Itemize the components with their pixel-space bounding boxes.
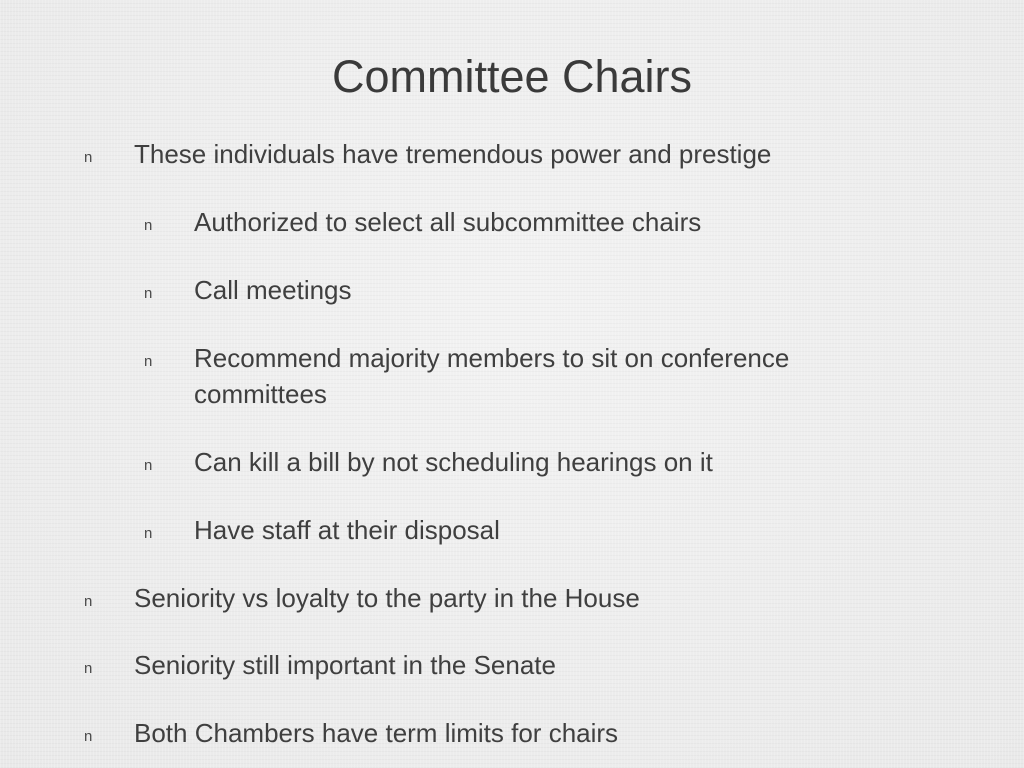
bullet-text: Recommend majority members to sit on conference committees xyxy=(194,343,790,409)
bullet-text: Can kill a bill by not scheduling hearings on it xyxy=(194,447,713,477)
sub-bullet-item xyxy=(144,512,954,548)
bullet-marker: n xyxy=(144,525,153,542)
sub-bullet-item xyxy=(144,444,954,480)
bullet-marker: n xyxy=(84,728,93,745)
bullet-marker: n xyxy=(84,149,93,166)
sub-bullet-item xyxy=(144,340,909,412)
bullet-text: Have staff at their disposal xyxy=(194,515,500,545)
bullet-text: Authorized to select all subcommittee chairs xyxy=(194,207,702,237)
bullet-text: Seniority vs loyalty to the party in the House xyxy=(134,583,640,613)
bullet-marker: n xyxy=(84,660,93,677)
bullet-marker: n xyxy=(144,217,153,234)
sub-bullet-item xyxy=(144,204,954,240)
bullet-item xyxy=(84,580,954,616)
bullet-marker: n xyxy=(84,593,93,610)
bullet-item xyxy=(84,136,954,172)
bullet-marker: n xyxy=(144,353,153,370)
bullet-marker: n xyxy=(144,285,153,302)
slide-title: Committee Chairs xyxy=(331,51,693,102)
bullet-text: Seniority still important in the Senate xyxy=(134,650,556,680)
bullet-text: Call meetings xyxy=(194,275,352,305)
bullet-text: These individuals have tremendous power and prestige xyxy=(134,139,772,169)
sub-bullet-item xyxy=(144,272,954,308)
bullet-marker: n xyxy=(144,457,153,474)
bullet-item xyxy=(84,647,954,683)
bullet-item xyxy=(84,715,954,751)
bullet-text: Both Chambers have term limits for chairs xyxy=(134,718,619,748)
